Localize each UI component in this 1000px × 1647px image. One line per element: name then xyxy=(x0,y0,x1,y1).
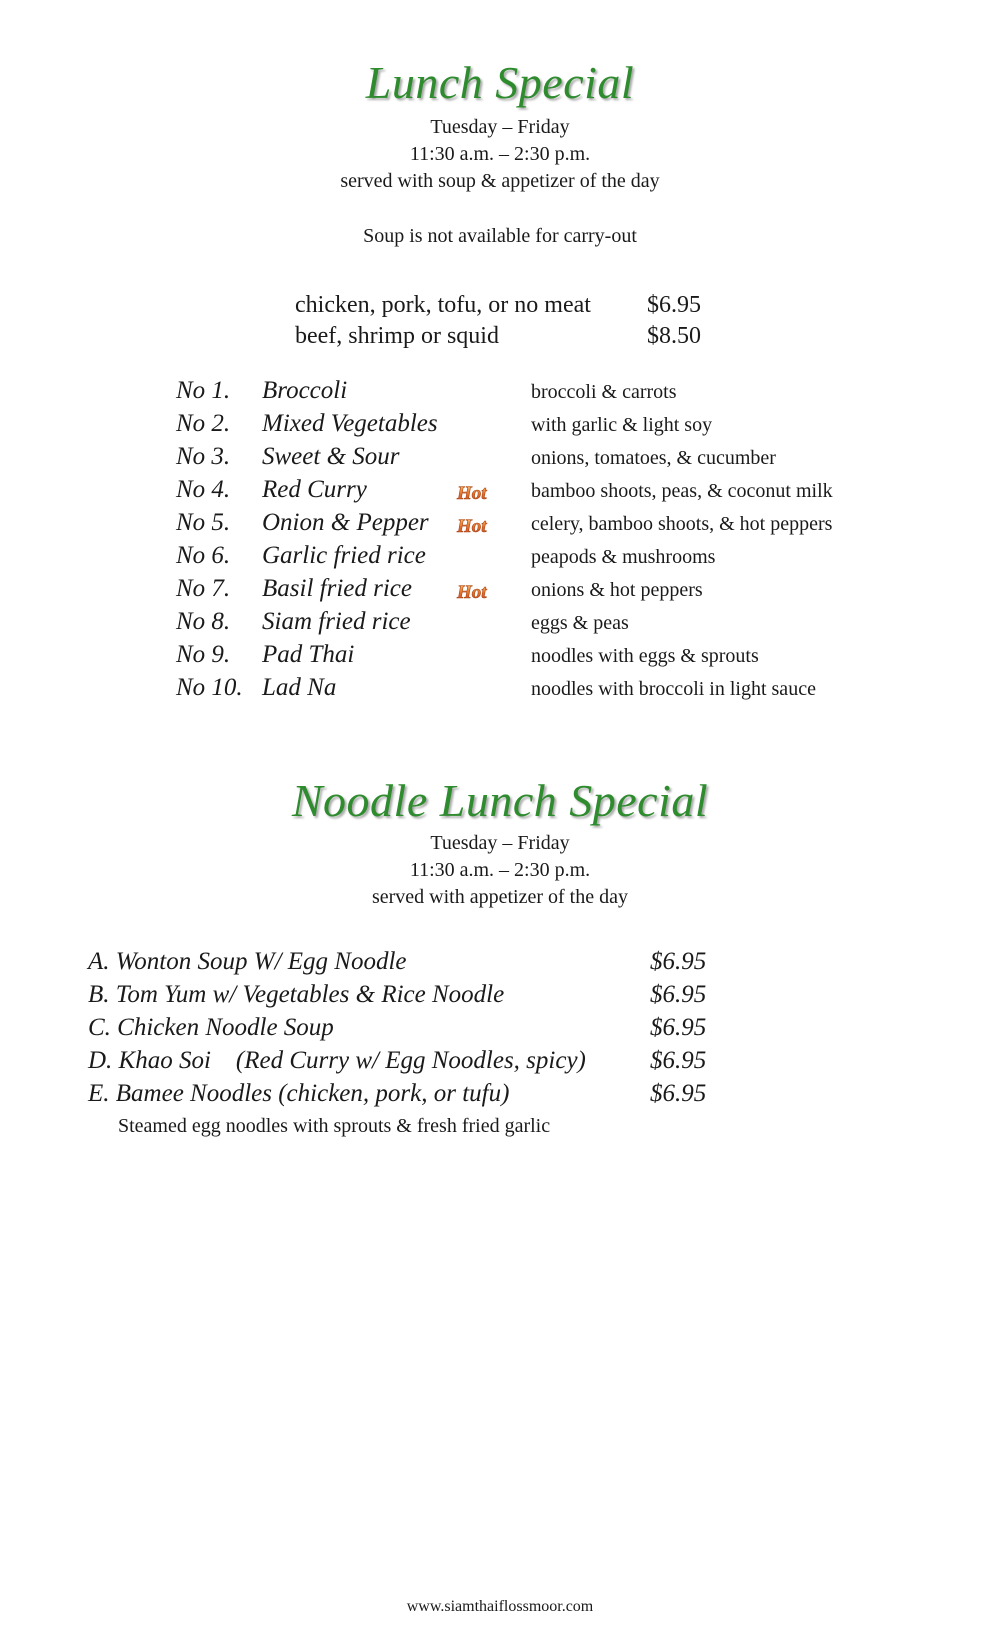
item-number: No 3. xyxy=(176,443,231,470)
noodle-hours: 11:30 a.m. – 2:30 p.m. xyxy=(409,859,591,881)
item-name: Mixed Vegetables xyxy=(262,410,438,437)
price-description: beef, shrimp or squid xyxy=(295,323,499,349)
lunch-menu-item xyxy=(0,410,1000,443)
lunch-served-with: served with soup & appetizer of the day xyxy=(340,170,660,192)
item-description: peapods & mushrooms xyxy=(531,546,716,568)
lunch-menu-item xyxy=(0,476,1000,509)
item-name: Sweet & Sour xyxy=(262,443,400,470)
item-name: Onion & Pepper xyxy=(262,509,429,536)
noodle-menu-item xyxy=(0,1080,1000,1113)
lunch-menu-item xyxy=(0,575,1000,608)
noodle-item-price: $6.95 xyxy=(650,1047,707,1074)
item-description: eggs & peas xyxy=(531,612,629,634)
item-name: Garlic fried rice xyxy=(262,542,426,569)
item-description: celery, bamboo shoots, & hot peppers xyxy=(531,513,833,535)
svg-text:Hot: Hot xyxy=(457,582,487,602)
item-name: Basil fried rice xyxy=(262,575,412,602)
item-description: bamboo shoots, peas, & coconut milk xyxy=(531,480,833,502)
item-description: noodles with eggs & sprouts xyxy=(531,645,759,667)
item-description: noodles with broccoli in light sauce xyxy=(531,678,816,700)
noodle-item-name: D. Khao Soi (Red Curry w/ Egg Noodles, spicy) xyxy=(88,1047,586,1074)
svg-text:Hot: Hot xyxy=(457,516,487,536)
item-number: No 6. xyxy=(176,542,231,569)
lunch-special-title: Lunch Special xyxy=(365,57,635,108)
item-number: No 1. xyxy=(176,377,231,404)
lunch-menu-item xyxy=(0,377,1000,410)
lunch-menu-item xyxy=(0,443,1000,476)
item-number: No 8. xyxy=(176,608,231,635)
noodle-item-price: $6.95 xyxy=(650,1014,707,1041)
item-name: Lad Na xyxy=(262,674,337,701)
lunch-menu-item xyxy=(0,674,1000,707)
lunch-menu-item xyxy=(0,509,1000,542)
item-name: Pad Thai xyxy=(262,641,355,668)
noodle-item-price: $6.95 xyxy=(650,948,707,975)
item-number: No 9. xyxy=(176,641,231,668)
hot-spicy-icon xyxy=(456,481,500,503)
noodle-menu-item xyxy=(0,948,1000,981)
price-value: $8.50 xyxy=(647,323,701,349)
item-description: onions & hot peppers xyxy=(531,579,703,601)
noodle-menu-item xyxy=(0,1047,1000,1080)
noodle-item-name: B. Tom Yum w/ Vegetables & Rice Noodle xyxy=(88,981,505,1008)
noodle-item-price: $6.95 xyxy=(650,1080,707,1107)
item-description: broccoli & carrots xyxy=(531,381,677,403)
noodle-item-name: A. Wonton Soup W/ Egg Noodle xyxy=(88,948,407,975)
item-name: Red Curry xyxy=(262,476,367,503)
item-number: No 2. xyxy=(176,410,231,437)
lunch-menu-item xyxy=(0,641,1000,674)
noodle-special-title: Noodle Lunch Special xyxy=(291,775,709,826)
noodle-item-name: E. Bamee Noodles (chicken, pork, or tufu) xyxy=(88,1080,510,1107)
noodle-menu-item xyxy=(0,1014,1000,1047)
lunch-menu-item xyxy=(0,542,1000,575)
noodle-menu-item xyxy=(0,981,1000,1014)
item-description: with garlic & light soy xyxy=(531,414,713,436)
item-name: Siam fried rice xyxy=(262,608,411,635)
price-description: chicken, pork, tofu, or no meat xyxy=(295,292,591,318)
price-value: $6.95 xyxy=(647,292,701,318)
item-description: onions, tomatoes, & cucumber xyxy=(531,447,776,469)
lunch-menu-item xyxy=(0,608,1000,641)
item-number: No 5. xyxy=(176,509,231,536)
lunch-hours: 11:30 a.m. – 2:30 p.m. xyxy=(409,143,591,165)
hot-spicy-icon xyxy=(456,580,500,602)
item-number: No 10. xyxy=(176,674,243,701)
hot-spicy-icon xyxy=(456,514,500,536)
item-number: No 4. xyxy=(176,476,231,503)
website-url[interactable]: www.siamthaiflossmoor.com xyxy=(406,1598,594,1615)
lunch-days: Tuesday – Friday xyxy=(430,116,570,138)
lunch-carryout-note: Soup is not available for carry-out xyxy=(363,225,637,247)
svg-text:Hot: Hot xyxy=(457,483,487,503)
noodle-item-note: Steamed egg noodles with sprouts & fresh fried garlic xyxy=(118,1115,551,1137)
item-number: No 7. xyxy=(176,575,231,602)
noodle-served-with: served with appetizer of the day xyxy=(371,886,628,908)
noodle-item-price: $6.95 xyxy=(650,981,707,1008)
item-name: Broccoli xyxy=(262,377,348,404)
noodle-days: Tuesday – Friday xyxy=(430,832,570,854)
noodle-item-name: C. Chicken Noodle Soup xyxy=(88,1014,334,1041)
